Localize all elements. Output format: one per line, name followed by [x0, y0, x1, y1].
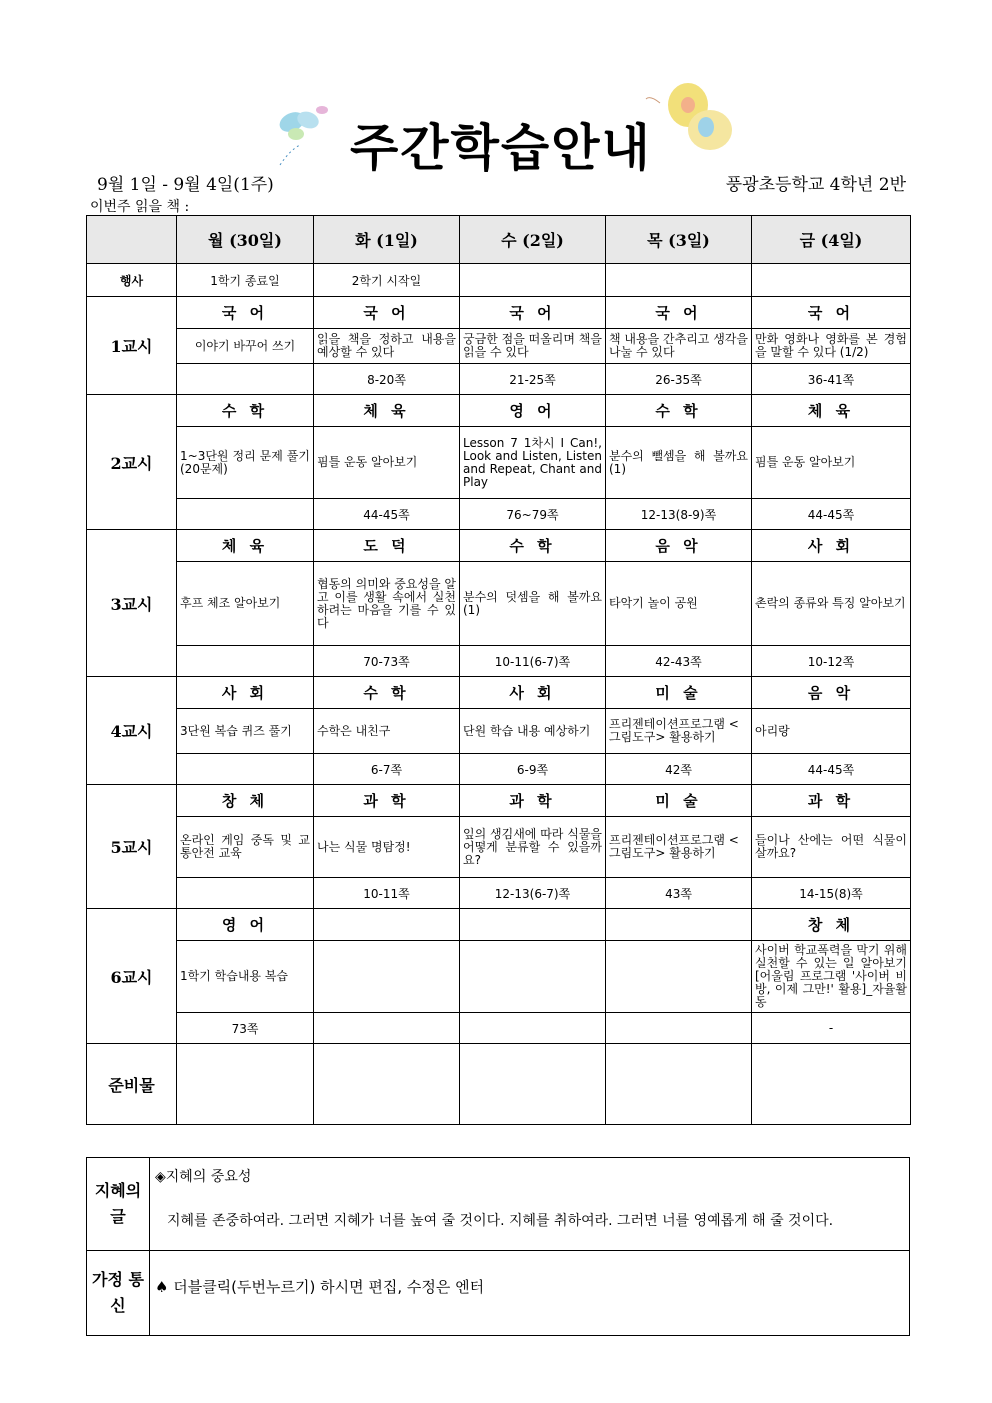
period-range: 9월 1일 - 9월 4일(1주) [97, 175, 274, 195]
period-label: 3교시 [87, 530, 177, 677]
event-cell: 2학기 시작일 [314, 264, 460, 297]
content-cell: 수학은 내친구 [314, 709, 460, 754]
content-cell [606, 941, 752, 1013]
page-cell: 36-41쪽 [752, 364, 911, 395]
page-cell: 8-20쪽 [314, 364, 460, 395]
subject-cell [460, 909, 606, 941]
subject-cell: 수 학 [177, 395, 314, 427]
subject-cell: 과 학 [314, 785, 460, 817]
title-area [0, 70, 992, 177]
prep-cell [460, 1044, 606, 1125]
subject-cell: 영 어 [177, 909, 314, 941]
content-cell: 나는 식물 명탐정! [314, 817, 460, 878]
page-cell: 10-11(6-7)쪽 [460, 646, 606, 677]
day-header: 수 (2일) [460, 216, 606, 264]
period-label: 2교시 [87, 395, 177, 530]
event-label: 행사 [87, 264, 177, 297]
content-cell: 프리젠테이션프로그램 <그림도구> 활용하기 [606, 817, 752, 878]
content-cell: 만화 영화나 영화를 본 경험을 말할 수 있다 (1/2) [752, 329, 911, 364]
page-cell: 6-9쪽 [460, 754, 606, 785]
subject-row [87, 530, 911, 562]
subject-cell: 과 학 [460, 785, 606, 817]
subject-cell: 국 어 [606, 297, 752, 329]
subject-cell: 체 육 [752, 395, 911, 427]
content-cell: 읽을 책을 정하고 내용을 예상할 수 있다 [314, 329, 460, 364]
subject-cell: 수 학 [314, 677, 460, 709]
family-text[interactable]: ♠ 더블클릭(두번누르기) 하시면 편집, 수정은 엔터 [155, 1278, 485, 1296]
page-cell: - [752, 1013, 911, 1044]
prep-cell [314, 1044, 460, 1125]
subject-row [87, 909, 911, 941]
content-cell: 핌틀 운동 알아보기 [752, 427, 911, 499]
butterfly-icon-right [640, 75, 750, 169]
prep-cell [177, 1044, 314, 1125]
page-cell: 44-45쪽 [314, 499, 460, 530]
page-row [87, 754, 911, 785]
content-cell: 이야기 바꾸어 쓰기 [177, 329, 314, 364]
content-cell: 타악기 놀이 공원 [606, 562, 752, 646]
content-cell: 1학기 학습내용 복습 [177, 941, 314, 1013]
reading-label: 이번주 읽을 책 : [90, 199, 190, 215]
page-cell [177, 646, 314, 677]
subject-cell: 창 체 [752, 909, 911, 941]
page-cell [177, 499, 314, 530]
page-cell [177, 754, 314, 785]
page-row [87, 1013, 911, 1044]
family-notice-section [86, 1250, 910, 1336]
content-cell [314, 941, 460, 1013]
page-cell: 70-73쪽 [314, 646, 460, 677]
subject-cell: 사 회 [177, 677, 314, 709]
page-cell [314, 1013, 460, 1044]
page-cell: 10-11쪽 [314, 878, 460, 909]
content-cell: 핌틀 운동 알아보기 [314, 427, 460, 499]
prep-row [87, 1044, 911, 1125]
event-row [87, 264, 911, 297]
subject-cell: 국 어 [314, 297, 460, 329]
day-header: 화 (1일) [314, 216, 460, 264]
page-cell: 73쪽 [177, 1013, 314, 1044]
page-cell: 12-13(6-7)쪽 [460, 878, 606, 909]
day-header: 목 (3일) [606, 216, 752, 264]
subject-cell: 사 회 [460, 677, 606, 709]
content-row [87, 427, 911, 499]
content-row [87, 941, 911, 1013]
content-cell: 분수의 뺄셈을 해 볼까요(1) [606, 427, 752, 499]
subject-cell: 도 덕 [314, 530, 460, 562]
content-cell: 후프 체조 알아보기 [177, 562, 314, 646]
event-cell: 1학기 종료일 [177, 264, 314, 297]
page-cell: 42-43쪽 [606, 646, 752, 677]
subject-cell: 체 육 [177, 530, 314, 562]
content-cell: 촌락의 종류와 특징 알아보기 [752, 562, 911, 646]
family-label: 가정 통신 [87, 1251, 150, 1335]
page-cell: 42쪽 [606, 754, 752, 785]
corner-cell [87, 216, 177, 264]
subject-cell: 창 체 [177, 785, 314, 817]
schedule-table [86, 215, 911, 1125]
page-row [87, 499, 911, 530]
subject-cell: 체 육 [314, 395, 460, 427]
page-cell [177, 878, 314, 909]
content-cell: 프리젠테이션프로그램 <그림도구> 활용하기 [606, 709, 752, 754]
subject-cell: 국 어 [752, 297, 911, 329]
subject-row [87, 677, 911, 709]
page-cell [606, 1013, 752, 1044]
content-cell: 들이나 산에는 어떤 식물이 살까요? [752, 817, 911, 878]
wisdom-text: 지혜를 존중하여라. 그러면 지혜가 너를 높여 줄 것이다. 지혜를 취하여라. 그러면 너를 영예롭게 해 줄 것이다. [167, 1213, 834, 1229]
subject-cell: 과 학 [752, 785, 911, 817]
event-cell [752, 264, 911, 297]
content-cell: 단원 학습 내용 예상하기 [460, 709, 606, 754]
wisdom-label: 지혜의 글 [87, 1158, 150, 1250]
school-class: 풍광초등학교 4학년 2반 [725, 175, 906, 195]
content-cell: Lesson 7 1차시 I Can!, Look and Listen, Listen and Repeat, Chant and Play [460, 427, 606, 499]
content-cell [460, 941, 606, 1013]
page-cell: 26-35쪽 [606, 364, 752, 395]
subject-cell: 영 어 [460, 395, 606, 427]
content-cell: 분수의 덧셈을 해 볼까요(1) [460, 562, 606, 646]
subject-cell: 음 악 [606, 530, 752, 562]
content-cell: 잎의 생김새에 따라 식물을 어떻게 분류할 수 있을까요? [460, 817, 606, 878]
page-cell [177, 364, 314, 395]
content-row [87, 562, 911, 646]
subject-row [87, 395, 911, 427]
page-cell: 76~79쪽 [460, 499, 606, 530]
content-cell: 책 내용을 간추리고 생각을 나눌 수 있다 [606, 329, 752, 364]
event-cell [606, 264, 752, 297]
prep-label: 준비물 [87, 1044, 177, 1125]
prep-cell [752, 1044, 911, 1125]
content-cell: 1~3단원 정리 문제 풀기(20문제) [177, 427, 314, 499]
page-title: 주간학습안내 [350, 119, 652, 177]
subject-cell: 수 학 [460, 530, 606, 562]
subject-row [87, 297, 911, 329]
period-label: 5교시 [87, 785, 177, 909]
page-cell: 43쪽 [606, 878, 752, 909]
page-row [87, 646, 911, 677]
page-row [87, 878, 911, 909]
subject-row [87, 785, 911, 817]
reading-book [90, 196, 195, 216]
content-cell: 사이버 학교폭력을 막기 위해 실천할 수 있는 일 알아보기[어울림 프로그램 '사이버 비방, 이제 그만!' 활용]_자율활동 [752, 941, 911, 1013]
content-cell: 3단원 복습 퀴즈 풀기 [177, 709, 314, 754]
subject-cell: 미 술 [606, 785, 752, 817]
period-label: 4교시 [87, 677, 177, 785]
content-row [87, 817, 911, 878]
wisdom-title: ◈지혜의 중요성 [155, 1169, 252, 1185]
subject-cell: 수 학 [606, 395, 752, 427]
subject-cell: 국 어 [177, 297, 314, 329]
page-cell: 12-13(8-9)쪽 [606, 499, 752, 530]
subject-cell [314, 909, 460, 941]
page-row [87, 364, 911, 395]
content-row [87, 329, 911, 364]
content-cell: 협동의 의미와 중요성을 알고 이를 생활 속에서 실천하려는 마음을 기를 수 있다 [314, 562, 460, 646]
day-header-row [87, 216, 911, 264]
day-header: 월 (30일) [177, 216, 314, 264]
wisdom-section [86, 1157, 910, 1250]
page-cell: 14-15(8)쪽 [752, 878, 911, 909]
page-cell: 44-45쪽 [752, 499, 911, 530]
page-cell: 21-25쪽 [460, 364, 606, 395]
content-cell: 궁금한 점을 떠올리며 책을 읽을 수 있다 [460, 329, 606, 364]
period-label: 6교시 [87, 909, 177, 1044]
period-label: 1교시 [87, 297, 177, 395]
page-cell [460, 1013, 606, 1044]
prep-cell [606, 1044, 752, 1125]
subject-cell: 사 회 [752, 530, 911, 562]
butterfly-icon-left [270, 90, 350, 174]
subject-cell: 음 악 [752, 677, 911, 709]
page-cell: 6-7쪽 [314, 754, 460, 785]
event-cell [460, 264, 606, 297]
page-cell: 44-45쪽 [752, 754, 911, 785]
subject-cell: 국 어 [460, 297, 606, 329]
subject-cell: 미 술 [606, 677, 752, 709]
subject-cell [606, 909, 752, 941]
content-cell: 아리랑 [752, 709, 911, 754]
page-cell: 10-12쪽 [752, 646, 911, 677]
day-header: 금 (4일) [752, 216, 911, 264]
content-row [87, 709, 911, 754]
content-cell: 온라인 게임 중독 및 교통안전 교육 [177, 817, 314, 878]
